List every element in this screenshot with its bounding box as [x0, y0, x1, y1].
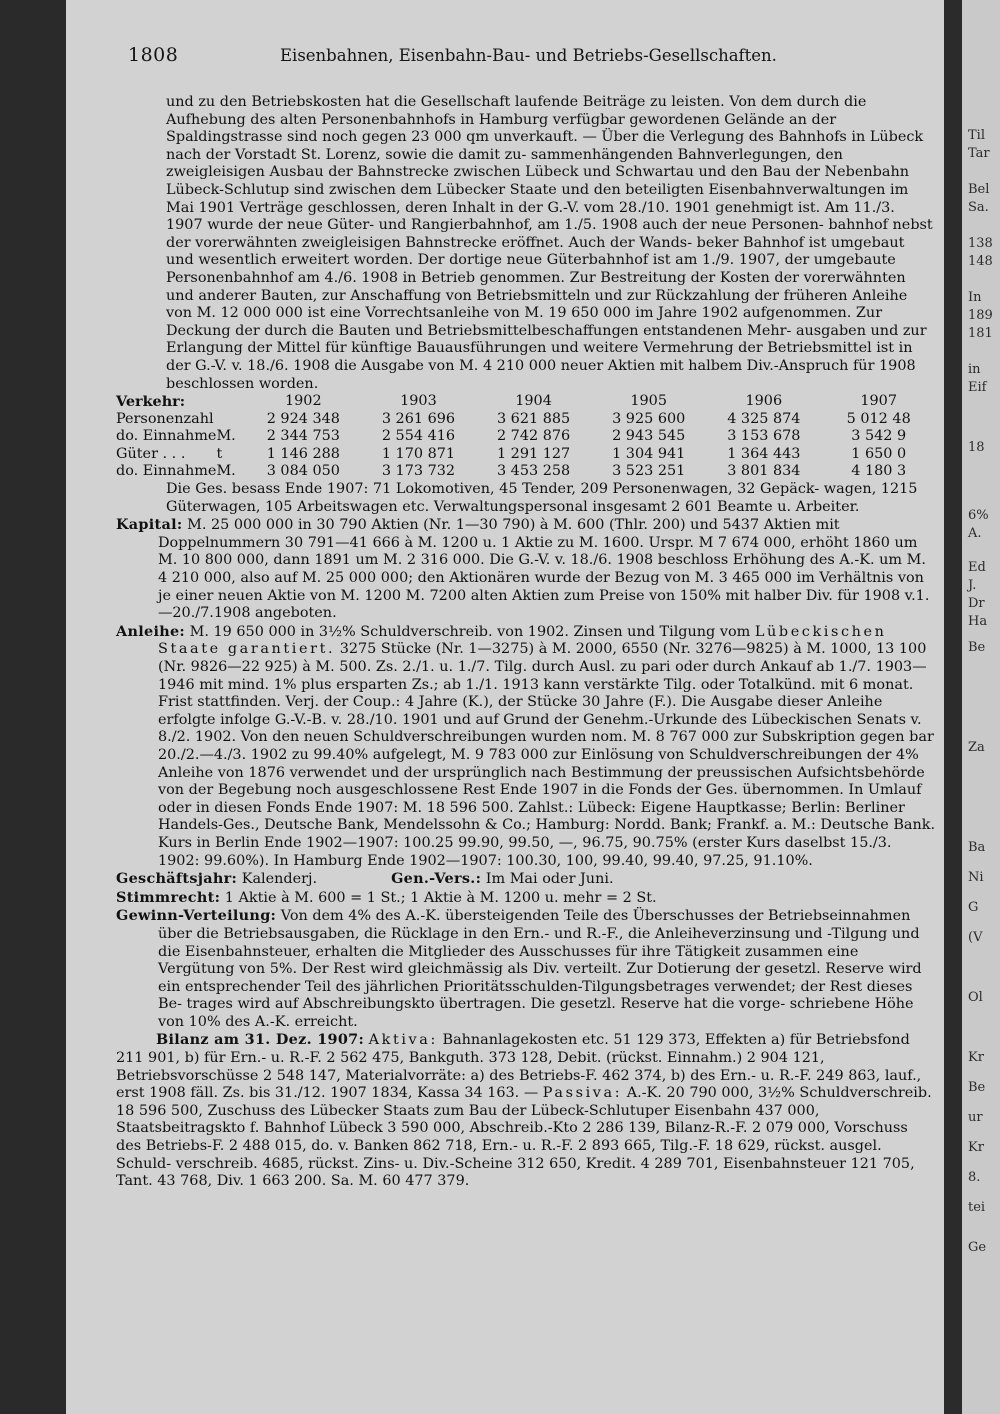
traffic-note-line: Beamte u. Arbeiter.: [717, 498, 860, 515]
gewinn-line: schriebene Höhe von 10% des A.-K. erreicht.: [158, 996, 914, 1030]
anleihe-section: [116, 623, 936, 870]
intro-line: und zu den Betriebskosten hat die Gesellschaft laufende Beiträge zu leisten. Von dem: [166, 94, 793, 110]
traffic-value: 3 173 732: [381, 463, 456, 480]
traffic-value: 3 453 258: [496, 463, 571, 480]
anleihe-line: ab 1./1. 1913 kann verstärkte Tilg. oder Totalkünd. mit 6 monat. Frist stattfinden. Verj.: [158, 676, 914, 711]
adjacent-page-fragment: 189: [968, 308, 993, 323]
traffic-year: 1907: [860, 393, 897, 410]
gewinn-section: [116, 907, 936, 1031]
anleihe-first-line: M. 19 650 000 in 3½% Schuldverschreib. von 1902. Zinsen und Tilgung vom: [185, 623, 751, 640]
traffic-value: 4 325 874: [727, 410, 801, 427]
adjacent-page-fragment: in: [968, 362, 981, 377]
adjacent-page-fragment: Til: [968, 128, 985, 143]
aktiva-line: b) des Ern.- u. R.-F. 249 863, lauf., erst 1908 fäll. Zs. bis 31./12. 1907 1834, Kassa 34 163.: [116, 1067, 922, 1102]
traffic-value: 3 261 696: [381, 410, 456, 427]
kapital-line: wurde der Bezug von M. 3 465 000 im Verhältnis von je einer neuen Aktie von M. 1200: [158, 570, 924, 604]
geschaeftsjahr-line: [116, 870, 936, 889]
intro-line: Anschaffung von Betriebsmitteln und zur Rückzahlung der früheren Anleihe von: [166, 287, 908, 322]
adjacent-page-fragment: Ni: [968, 870, 984, 885]
gewinn-line: Anleiheverzinsung und -Tilgung und die Eisenbahnsteuer, erhalten die Mitglieder des: [158, 925, 920, 960]
anleihe-line: infolge G.-V.-B. v. 28./10. 1901 und auf Grund der Genehm.-Urkunde des Lübeckischen: [220, 711, 852, 728]
anleihe-line: noch ausgeschlossene Rest Ende 1907 in die Fonds der Ges. übernommen. In Umlauf: [296, 782, 922, 799]
adjacent-page-fragment: Be: [968, 640, 986, 655]
traffic-table: [116, 393, 936, 481]
intro-line: sammenhängenden Bahnverlegungen, den zweigleisigen Ausbau der Bahnstrecke zwischen: [166, 146, 843, 181]
adjacent-page-fragment: Be: [968, 1080, 986, 1095]
anleihe-guarantee-rest: 3275 Stücke (Nr. 1—3275) à M. 2000, 6550: [335, 641, 659, 658]
intro-line: geschlossen, deren Inhalt in der G.-V. vom 28./10. 1901 genehmigt ist. Am 11./3. 1907: [166, 199, 895, 234]
traffic-value: 1 291 127: [496, 445, 571, 462]
traffic-value: 3 542 9: [851, 428, 907, 445]
traffic-heading: Verkehr:: [116, 393, 186, 411]
adjacent-page-fragment: Kr: [968, 1050, 984, 1065]
passiva-first-line: A.-K. 20 790 000, 3½% Schuldverschreib. 18 596 500, Zuschuss des Lübecker: [116, 1085, 932, 1119]
aktiva-first-line: Bahnanlagekosten etc. 51 129 373, Effekten a) für: [437, 1032, 812, 1049]
adjacent-page-fragment: 8.: [968, 1170, 981, 1185]
intro-line: neuer Aktien mit halbem Div.-Anspruch für 1908 beschlossen worden.: [166, 357, 916, 392]
kapital-line: M. 7200 alten Aktien zum Preise von 150% mit halber Div. für 1908 v.1.—20./7.1908 angeboten.: [158, 587, 930, 622]
anleihe-line: ursprünglich nach Bestimmung der preussischen Aufsichtsbehörde von der Begebung: [158, 764, 925, 799]
anleihe-heading: Anleihe:: [116, 622, 186, 640]
adjacent-page-fragment: 6%: [968, 508, 989, 523]
gewinn-heading: Gewinn-Verteilung:: [116, 907, 277, 925]
traffic-value: 1 304 941: [612, 445, 686, 462]
intro-line: Lübeck und Schwartau und den Bau der Nebenbahn Lübeck-Schlutup sind zwischen: [166, 164, 909, 198]
intro-paragraph: [116, 94, 936, 393]
traffic-row-label: Güter . . .: [116, 445, 186, 462]
intro-line: wurde der neue Güter- und Rangierbahnhof, am 1./5. 1908 auch der neue Personen-: [207, 217, 824, 234]
adjacent-page-fragment: 138: [968, 236, 993, 251]
adjacent-page-edge: [962, 0, 1000, 1414]
aktiva-label: Aktiva:: [368, 1032, 438, 1049]
adjacent-page-fragment: J.: [968, 578, 977, 593]
adjacent-page-fragment: In: [968, 290, 982, 305]
traffic-value: 2 742 876: [496, 428, 571, 445]
scan-left-border: [0, 0, 66, 1414]
intro-line: Gelände an der Spaldingstrasse sind noch gegen 23 000 qm unverkauft. — Über die: [166, 111, 837, 146]
bilanz-heading: Bilanz am 31. Dez. 1907:: [156, 1031, 365, 1049]
traffic-row-label: Personenzahl: [116, 410, 214, 427]
gewinn-line: trages wird auf Abschreibungskto übertragen. Die gesetzl. Reserve hat die vorge-: [186, 996, 786, 1013]
kapital-heading: Kapital:: [116, 516, 183, 534]
running-title: Eisenbahnen, Eisenbahn-Bau- und Betriebs-Gesellschaften.: [280, 46, 777, 65]
traffic-value: 3 801 834: [727, 463, 801, 480]
intro-line: genommen. Zur Bestreitung der Kosten der vorerwähnten und anderer Bauten, zur: [166, 269, 906, 304]
traffic-year: 1902: [285, 393, 322, 410]
page-number: 1808: [128, 44, 179, 66]
stimmrecht-line: [116, 889, 936, 908]
traffic-row-unit: t: [216, 445, 223, 462]
stimmrecht-heading: Stimmrecht:: [116, 888, 221, 906]
page-header: [128, 44, 928, 74]
adjacent-page-fragment: Eif: [968, 380, 987, 395]
kapital-line: beschloss Erhöhung des A.-K. um M. 4 210 000, also auf M. 25 000 000; den Aktionären: [158, 552, 926, 587]
gewinn-line: Teil des jährlichen Prioritätsschulden-Tilgungsbetrages verwendet; der Rest dieses Be-: [158, 978, 913, 1013]
traffic-header-row: [116, 393, 936, 411]
passiva-label: Passiva:: [542, 1085, 623, 1102]
adjacent-page-fragment: tei: [968, 1200, 986, 1215]
adjacent-page-fragment: Tar: [968, 146, 990, 161]
adjacent-page-fragment: Sa.: [968, 200, 989, 215]
intro-line: M. 12 000 000 ist eine Vorrechtsanleihe von M. 19 650 000 im Jahre 1902 aufgenommen.: [196, 305, 852, 322]
aktiva-line: Einnahm.) 2 904 121, Betriebsvorschüsse 2 548 147, Materialvorräte: a) des Betriebs-F. 462 374,: [116, 1050, 825, 1084]
traffic-value: 3 925 600: [612, 410, 686, 427]
passiva-line: Tant. 43 768, Div. 1 663 200. Sa. M. 60 477 379.: [116, 1173, 470, 1190]
traffic-value: 1 170 871: [381, 445, 456, 462]
adjacent-page-fragment: 181: [968, 326, 993, 341]
passiva-line: verschreib. 4685, rückst. Zins- u. Div.-Scheine 312 650, Kredit. 4 289 701, Eisenbahnsteuer 121 705,: [175, 1155, 915, 1172]
traffic-value: 2 924 348: [266, 410, 340, 427]
intro-line: Verlegung des Bahnhofs in Lübeck nach der Vorstadt St. Lorenz, sowie die damit zu-: [166, 129, 924, 163]
anleihe-line: Einlösung von Schuldverschreibungen der 4% Anleihe von 1876 verwendet und der: [158, 746, 919, 781]
anleihe-line: oder in diesen Fonds Ende 1907: M. 18 596 500. Zahlst.: Lübeck: Eigene Hauptkasse;: [158, 799, 787, 816]
adjacent-page-fragment: 18: [968, 440, 985, 455]
gewinn-line: Betriebseinnahmen über die Betriebsausgaben, die Rücklage in den Ern.- und R.-F., die: [158, 908, 911, 942]
bilanz-section: Bilanz am 31. Dez. 1907: Aktiva: Bahnanlagekosten etc. 51 129 373, Effekten a) für Betriebsfond 211 901, b) für Ern.- u. R.-F. 2 562 475, Bankguth. 373 128, Debit. (rückst. Einnahm.) 2 904 121, Betriebsvorschüsse 2 548 147, Materialvorräte: a) des Betriebs-F. 462 374, b) des Ern.- u. R.-F. 249 863, lauf., erst 1908 fäll. Zs. bis 31./12. 1907 1834, Kassa 34 163. — Passiva: A.-K. 20 790 000, 3½% Schuldverschreib. 18 596 500, Zuschuss des Lübecker Staats zum Bau der Lübeck-Schlutuper Eisenbahn 437 000, Staatsbeitragskto f. Bahnhof Lübeck 3 590 000, Abschreib.-Kto 2 286 139, Bilanz-R.-F. 2 079 000, Vorschuss des Betriebs-F. 2 488 015, do. v. Banken 862 718, Ern.- u. R.-F. 2 893 665, Tilg.-F. 18 629, rückst. ausgel. Schuld- verschreib. 4685, rückst. Zins- u. Div.-Scheine 312 650, Kredit. 4 289 701, Eisenbahnsteuer 121 705, Tant. 43 768, Div. 1 663 200. Sa. M. 60 477 379.: [116, 1031, 932, 1190]
gewinn-line: Ausschusses für ihre Tätigkeit zusammen eine Vergütung von 5%. Der Rest wird: [158, 943, 859, 978]
anleihe-line: 1902—1907: 100.30, 100, 99.40, 99.40, 97.25, 91.10%.: [409, 852, 813, 869]
adjacent-page-fragment: Ge: [968, 1240, 987, 1255]
anleihe-line: zur Subskription gegen bar 20./2.—4./3. 1902 zu 99.40% aufgelegt, M. 9 783 000 zur: [158, 729, 934, 763]
traffic-row: [116, 446, 936, 464]
traffic-year: 1905: [630, 393, 667, 410]
traffic-value: 1 146 288: [266, 445, 340, 462]
traffic-row: [116, 463, 936, 481]
kapital-line: M. 25 000 000 in 30 790 Aktien (Nr. 1—30 790) à M. 600 (Thlr. 200) und 5437 Aktien: [182, 517, 811, 534]
traffic-value: 1 364 443: [727, 445, 801, 462]
intro-line: dem Lübecker Staate und den beteiligten Eisenbahnverwaltungen im Mai 1901 Verträge: [166, 181, 909, 216]
traffic-note-line: wagen, 1215 Güterwagen, 105 Arbeitswagen etc. Verwaltungspersonal insgesamt 2 601: [166, 481, 918, 515]
traffic-value: 2 943 545: [612, 428, 686, 445]
adjacent-page-fragment: Bel: [968, 182, 990, 197]
anleihe-line: der Coup.: 4 Jahre (K.), der Stücke 30 Jahre (F.). Die Ausgabe dieser Anleihe erfolgte: [158, 694, 883, 728]
kapital-line: erhöht 1860 um M. 10 800 000, dann 1891 um M. 2 316 000. Die G.-V. v. 18./6. 1908: [158, 534, 918, 569]
intro-line: Vermehrung der Betriebsmittel ist in der G.-V. v. 18./6. 1908 die Ausgabe von M. 4 210 000: [166, 340, 913, 374]
passiva-line: 2 488 015, do. v. Banken 862 718, Ern.- u. R.-F. 2 893 665, Tilg.-F. 18 629, rückst. ausgel. Schuld-: [116, 1138, 882, 1172]
gen-vers-value: Im Mai oder Juni.: [481, 871, 614, 888]
traffic-row: [116, 411, 936, 429]
traffic-row-unit: M.: [216, 463, 236, 480]
intro-line: durch die Aufhebung des alten Personenbahnhofs in Hamburg verfügbar gewordenen: [166, 94, 867, 128]
geschaeftsjahr-heading: Geschäftsjahr:: [116, 870, 238, 888]
traffic-row-label: do. Einnahme: [116, 463, 217, 480]
aktiva-line: Betriebsfond 211 901, b) für Ern.- u. R.-F. 2 562 475, Bankguth. 373 128, Debit. (rückst.: [116, 1032, 910, 1067]
anleihe-line: Senats v. 8./2. 1902. Von den neuen Schuldverschreibungen wurden nom. M. 8 767 000: [158, 711, 922, 746]
adjacent-page-fragment: A.: [968, 526, 982, 541]
stimmrecht-value: 1 Aktie à M. 600 = 1 St.; 1 Aktie à M. 1200 u. mehr = 2 St.: [220, 889, 657, 906]
anleihe-line: 99.50, —, 96.75, 90.75% (erster Kurs daselbst 15./3. 1902: 99.60%). In Hamburg Ende: [158, 834, 892, 869]
intro-line: beker Bahnhof ist umgebaut und wesentlich erweitert worden. Der dortige neue: [166, 234, 905, 269]
traffic-year: 1903: [400, 393, 437, 410]
traffic-row-unit: M.: [216, 428, 236, 445]
traffic-row: [116, 428, 936, 446]
adjacent-page-fragment: Za: [968, 740, 985, 755]
traffic-note-line: Die Ges. besass Ende 1907: 71 Lokomotiven, 45 Tender, 209 Personenwagen, 32 Gepäck-: [166, 481, 820, 498]
geschaeftsjahr-value: Kalenderj.: [237, 871, 318, 888]
traffic-value: 2 554 416: [381, 428, 456, 445]
traffic-value: 4 180 3: [851, 463, 907, 480]
traffic-year: 1904: [515, 393, 552, 410]
adjacent-page-fragment: Ba: [968, 840, 986, 855]
adjacent-page-fragment: Ed: [968, 560, 986, 575]
traffic-row-label: do. Einnahme: [116, 428, 217, 445]
page-body: [116, 94, 936, 1191]
adjacent-page-fragment: Ol: [968, 990, 983, 1005]
intro-line: Güterbahnhof ist am 1./9. 1907, der umgebaute Personenbahnhof am 4./6. 1908 in Betrieb: [166, 252, 896, 286]
anleihe-guarantee: Lübeckischen Staate garantiert.: [158, 623, 887, 658]
adjacent-page-fragment: (V: [968, 930, 983, 945]
intro-line: ausgaben und zur Erlangung der Mittel für künftige Bauausführungen und weitere: [166, 322, 927, 357]
passiva-line: Staats zum Bau der Lübeck-Schlutuper Eisenbahn 437 000, Staatsbeitragskto f. Bahnhof: [116, 1102, 820, 1137]
adjacent-page-fragment: Dr: [968, 596, 985, 611]
traffic-value: 1 650 0: [851, 445, 907, 462]
anleihe-line: (Nr. 3276—9825) à M. 1000, 13 100 (Nr. 9826—22 925) à M. 500. Zs. 2./1. u. 1./7. Tilg. durch: [158, 641, 927, 675]
passiva-line: Lübeck 3 590 000, Abschreib.-Kto 2 286 139, Bilanz-R.-F. 2 079 000, Vorschuss des Betriebs-F.: [116, 1120, 908, 1155]
traffic-note: [116, 481, 936, 516]
kapital-section: [116, 516, 936, 623]
traffic-year: 1906: [745, 393, 783, 410]
traffic-value: 3 153 678: [727, 428, 801, 445]
adjacent-page-fragment: Ha: [968, 614, 988, 629]
traffic-value: 2 344 753: [266, 428, 340, 445]
adjacent-page-fragment: ur: [968, 1110, 983, 1125]
adjacent-page-fragment: Kr: [968, 1140, 984, 1155]
traffic-section: [116, 393, 936, 516]
traffic-value: 3 084 050: [266, 463, 340, 480]
traffic-value: 3 523 251: [612, 463, 686, 480]
traffic-row-unit: [216, 411, 245, 429]
kapital-line: mit Doppelnummern 30 791—41 666 à M. 1200 u. 1 Aktie zu M. 1600. Urspr. M 7 674 000,: [158, 517, 840, 551]
traffic-value: 3 621 885: [496, 410, 571, 427]
anleihe-line: Ausl. zu pari oder durch Ankauf ab 1./7. 1903—1946 mit mind. 1% plus ersparten Zs.;: [158, 659, 927, 693]
anleihe-line: Berlin: Berliner Handels-Ges., Deutsche Bank, Mendelssohn & Co.; Hamburg: Nordd.: [158, 799, 905, 834]
adjacent-page-fragment: 148: [968, 254, 993, 269]
gewinn-line: Von dem 4% des A.-K. übersteigenden Teile des Überschusses der: [276, 908, 764, 925]
intro-line: Zur Deckung der durch die Bauten und Betriebsmittelbeschaffungen entstandenen Mehr-: [166, 305, 883, 339]
anleihe-line: Bank; Frankf. a. M.: Deutsche Bank. Kurs in Berlin Ende 1902—1907: 100.25 99.90,: [158, 817, 936, 851]
traffic-value: 5 012 48: [846, 410, 911, 427]
adjacent-page-fragment: G: [968, 900, 979, 915]
gewinn-line: gleichmässig als Div. verteilt. Zur Dotierung der gesetzl. Reserve wird ein entsprechender: [158, 961, 922, 995]
gen-vers-heading: Gen.-Vers.:: [391, 870, 482, 888]
intro-line: bahnhof nebst der vorerwähnten zweigleisigen Bahnstrecke eröffnet. Auch der Wands-: [166, 217, 933, 251]
